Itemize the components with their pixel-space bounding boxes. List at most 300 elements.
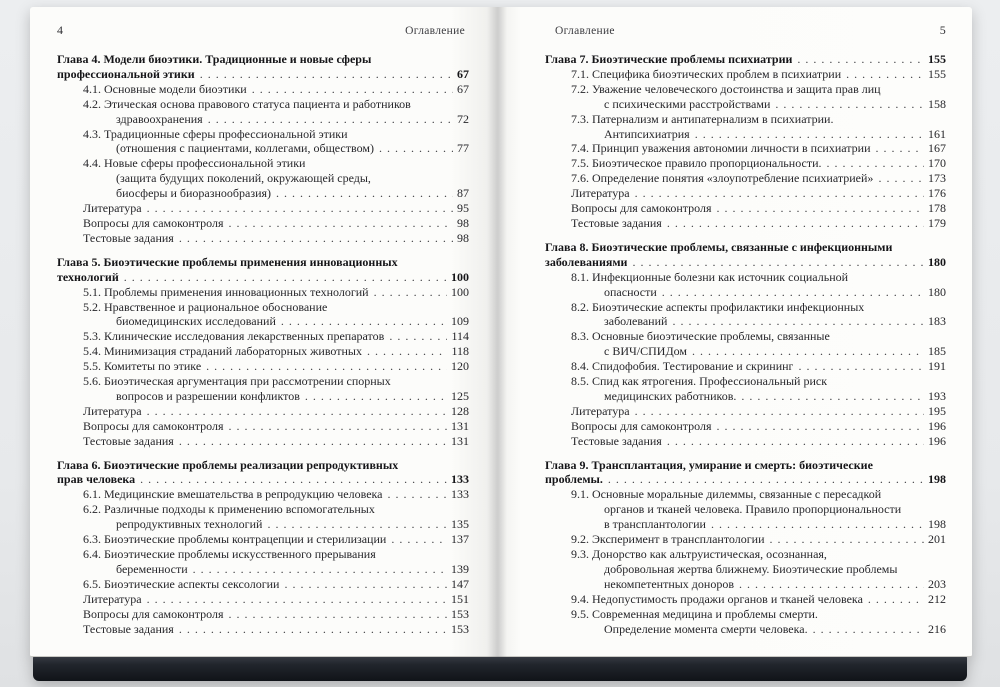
toc-line [57,374,469,389]
toc-line [57,517,469,532]
toc-entry [57,547,469,577]
toc-entry-text: с ВИЧ/СПИДом [604,344,688,359]
toc-page-ref: 153 [451,621,469,636]
toc-line [57,270,469,285]
dot-leader [739,577,924,592]
toc-page-ref: 196 [928,433,946,448]
toc-entry-text: вопросов и разрешении конфликтов [116,388,300,403]
toc-entry-text: в трансплантологии [604,517,706,532]
toc-entry-text: беременности [116,561,188,576]
dot-leader [229,607,447,622]
toc-page-ref: 67 [457,81,469,96]
toc-entry [545,458,946,488]
toc-page-ref: 131 [451,418,469,433]
dot-leader [379,141,453,156]
toc-entry-text: 4.1. Основные модели биоэтики [83,81,247,96]
dot-leader [229,419,447,434]
toc-line [57,171,469,186]
toc-line [57,82,469,97]
toc-line [545,502,946,517]
toc-entry-text: органов и тканей человека. Правило пропорциональности [604,502,902,517]
toc-entry-text: 6.3. Биоэтические проблемы контрацепции и стерилизации [83,532,387,547]
toc-page-ref: 114 [451,329,469,344]
toc-line [57,434,469,449]
toc-line [57,201,469,216]
toc-line [545,404,946,419]
dot-leader [692,344,924,359]
toc-line [57,577,469,592]
page-number: 5 [939,23,946,37]
toc-entry-text: 9.4. Недопустимость продажи органов и тканей человека [571,591,863,606]
toc-line [545,216,946,231]
dot-leader [672,314,924,329]
toc-page-ref: 151 [451,591,469,606]
toc-line [545,577,946,592]
toc-entry-text: Литература [571,403,630,418]
toc-entry [545,374,946,404]
toc-page-ref: 178 [928,201,946,216]
dot-leader [878,171,924,186]
toc-page-ref: 167 [928,141,946,156]
toc-page-ref: 95 [457,201,469,216]
page-left [30,7,497,657]
toc-line [57,592,469,607]
toc-entry-text: 7.6. Определение понятия «злоупотребление психиатрией» [571,171,874,186]
dot-leader [770,532,924,547]
toc-entry-text: здравоохранения [116,111,203,126]
toc-entry-text: Глава 5. Биоэтические проблемы применения инновационных [57,254,398,269]
toc-page-ref: 180 [928,284,946,299]
toc-entry-text: Вопросы для самоконтроля [83,215,224,230]
dot-leader [717,201,924,216]
toc-line [57,562,469,577]
toc-entry-text: 9.5. Современная медицина и проблемы смерти. [571,606,818,621]
toc-line [57,127,469,142]
toc-entry [57,300,469,330]
dot-leader [147,404,447,419]
dot-leader [206,359,447,374]
toc-entry-text: 8.2. Биоэтические аспекты профилактики инфекционных [571,299,865,314]
toc-entry-text: Литература [83,403,142,418]
toc-page-ref: 179 [928,215,946,230]
toc-page-ref: 170 [928,156,946,171]
toc-entry [545,67,946,82]
toc-entry-text: 7.4. Принцип уважения автономии личности в психиатрии [571,141,871,156]
toc-entry-text: 8.3. Основные биоэтические проблемы, связанные [571,329,830,344]
toc-page-ref: 198 [928,517,946,532]
toc-line [57,622,469,637]
toc-line [545,419,946,434]
toc-page-ref: 155 [928,52,946,66]
toc-entry-text: Глава 8. Биоэтические проблемы, связанные с инфекционными [545,239,893,254]
toc-line [57,458,469,473]
toc-entry [545,547,946,592]
dot-leader [846,67,924,82]
toc-entry [57,434,469,449]
dot-leader [391,532,447,547]
toc-entry-text: Вопросы для самоконтроля [571,201,712,216]
toc-entry [545,82,946,112]
toc-line [57,156,469,171]
running-title: Оглавление [555,25,615,37]
toc-entry-text: опасности [604,284,657,299]
toc-entry-text: профессиональной этики [57,66,195,81]
toc-entry-text: 5.3. Клинические исследования лекарственных препаратов [83,329,385,344]
page-header [545,7,946,38]
toc-entry-text: добровольная жертва ближнему. Биоэтические проблемы [604,561,898,576]
toc-entry-text: 8.5. Спид как ятрогения. Профессиональный риск [571,374,828,389]
dot-leader [876,141,924,156]
dot-leader [662,285,924,300]
toc-entry [545,186,946,201]
dot-leader [252,82,453,97]
toc-line [545,344,946,359]
toc-line [57,67,469,82]
toc-line [57,300,469,315]
toc-entry [57,458,469,488]
toc-entry [57,344,469,359]
toc-line [545,329,946,344]
toc-entry-text: проблемы. [545,472,603,487]
toc-page-ref: 125 [451,388,469,403]
toc-line [545,52,946,67]
toc-page-ref: 176 [928,186,946,201]
toc-line [545,487,946,502]
dot-leader [608,472,924,487]
toc-entry-text: 9.3. Донорство как альтруистическая, осознанная, [571,547,827,561]
toc-entry [57,374,469,404]
toc-line [545,186,946,201]
dot-leader [147,201,453,216]
toc-page-ref: 120 [451,359,469,374]
toc-entry [545,52,946,67]
toc-page-ref: 212 [928,591,946,606]
toc-entry [545,404,946,419]
dot-leader [389,329,447,344]
toc-entry [57,201,469,216]
toc-line [545,127,946,142]
toc-entry [57,622,469,637]
toc-page-ref: 137 [451,532,469,547]
toc-page-ref: 161 [928,126,946,141]
toc-page-ref: 155 [928,66,946,81]
toc-page-ref: 118 [451,344,469,359]
toc-page-ref: 133 [451,472,469,487]
toc-line [545,141,946,156]
toc-page-ref: 147 [451,576,469,591]
toc-entry-text: медицинских работников. [604,388,737,403]
toc-line [545,285,946,300]
toc-entry-text: 4.3. Традиционные сферы профессиональной этики [83,126,348,141]
toc-line [545,547,946,562]
toc-entry-text: 4.2. Этическая основа правового статуса пациента и работников [83,96,411,111]
dot-leader [208,112,453,127]
toc-line [545,562,946,577]
toc-entry-text: Глава 4. Модели биоэтики. Традиционные и новые сферы [57,52,372,66]
toc-entry-text: репродуктивных технологий [116,517,263,532]
toc-line [545,112,946,127]
toc-entry-text: Глава 6. Биоэтические проблемы реализации репродуктивных [57,457,399,472]
toc-page-ref: 98 [457,230,469,245]
toc-page-ref: 128 [451,403,469,418]
dot-leader [797,52,924,67]
dot-leader [374,285,447,300]
toc-line [57,472,469,487]
toc-line [545,255,946,270]
toc-entry-text: Тестовые задания [571,215,662,230]
table-of-contents-left [57,52,469,636]
toc-page-ref: 109 [451,314,469,329]
toc-line [57,389,469,404]
dot-leader [276,186,453,201]
toc-entry-text: заболеваний [604,314,668,329]
toc-entry [545,434,946,449]
dot-leader [868,592,924,607]
toc-entry [57,487,469,502]
toc-entry-text: некомпетентных доноров [604,576,734,591]
toc-line [57,344,469,359]
toc-line [545,458,946,473]
dot-leader [775,97,924,112]
toc-entry [57,419,469,434]
toc-line [545,240,946,255]
toc-entry-text: (защита будущих поколений, окружающей среды, [116,171,371,186]
toc-line [57,285,469,300]
toc-page-ref: 98 [457,215,469,230]
toc-page-ref: 198 [928,472,946,487]
dot-leader [267,517,447,532]
toc-page-ref: 195 [928,403,946,418]
toc-entry [57,255,469,285]
book-bottom-edge [33,655,967,681]
dot-leader [305,389,447,404]
toc-entry [57,404,469,419]
toc-entry-text: биомедицинских исследований [116,314,276,329]
toc-entry-text: 6.4. Биоэтические проблемы искусственного прерывания [83,547,376,561]
toc-line [545,622,946,637]
toc-line [545,270,946,285]
toc-line [545,97,946,112]
toc-line [545,314,946,329]
toc-entry [57,592,469,607]
toc-entry-text: Антипсихиатрия [604,126,690,141]
dot-leader [717,419,924,434]
dot-leader [200,67,453,82]
toc-entry-text: Тестовые задания [83,621,174,636]
toc-line [545,374,946,389]
toc-line [545,607,946,622]
toc-entry-text: 7.5. Биоэтическое правило пропорциональности. [571,156,822,171]
toc-line [545,592,946,607]
toc-line [57,186,469,201]
toc-entry [545,419,946,434]
toc-page-ref: 180 [928,254,946,269]
toc-page-ref: 77 [457,141,469,156]
toc-entry-text: 5.1. Проблемы применения инновационных технологий [83,284,369,299]
toc-page-ref: 203 [928,576,946,591]
toc-entry-text: 7.3. Патернализм и антипатернализм в психиатрии. [571,111,834,126]
toc-entry [57,329,469,344]
toc-entry-text: 6.5. Биоэтические аспекты сексологии [83,576,280,591]
toc-page-ref: 67 [457,66,469,81]
dot-leader [284,577,447,592]
toc-entry [57,285,469,300]
toc-entry-text: Тестовые задания [83,230,174,245]
toc-entry [57,156,469,201]
toc-entry [545,359,946,374]
dot-leader [367,344,447,359]
dot-leader [140,472,447,487]
toc-entry-text: заболеваниями [545,254,628,269]
toc-entry [57,52,469,82]
dot-leader [635,186,924,201]
dot-leader [667,434,924,449]
dot-leader [667,216,924,231]
toc-line [57,97,469,112]
toc-entry-text: 6.1. Медицинские вмешательства в репродукцию человека [83,487,383,502]
toc-line [57,404,469,419]
toc-entry-text: 5.5. Комитеты по этике [83,359,202,374]
toc-line [545,67,946,82]
running-title: Оглавление [405,25,465,37]
dot-leader [179,434,447,449]
toc-line [545,472,946,487]
toc-page-ref: 131 [451,433,469,448]
dot-leader [193,562,447,577]
toc-page-ref: 196 [928,418,946,433]
toc-page-ref: 100 [451,284,469,299]
toc-page-ref: 185 [928,344,946,359]
toc-line [57,52,469,67]
toc-line [57,112,469,127]
dot-leader [695,127,924,142]
toc-entry-text: 8.4. Спидофобия. Тестирование и скрининг [571,359,794,374]
toc-entry [545,487,946,532]
toc-entry [57,359,469,374]
toc-line [57,141,469,156]
toc-entry [57,502,469,532]
toc-entry [57,532,469,547]
toc-entry [545,532,946,547]
toc-page-ref: 216 [928,621,946,636]
toc-entry [57,82,469,97]
toc-page-ref: 183 [928,314,946,329]
page-header [57,7,469,38]
toc-line [545,532,946,547]
toc-page-ref: 158 [928,96,946,111]
toc-line [545,434,946,449]
toc-entry-text: 8.1. Инфекционные болезни как источник социальной [571,269,849,284]
toc-entry-text: Определение момента смерти человека. [604,621,808,636]
toc-page-ref: 191 [928,359,946,374]
toc-page-ref: 135 [451,517,469,532]
toc-entry [545,216,946,231]
toc-line [57,502,469,517]
toc-entry [545,270,946,300]
dot-leader [229,216,453,231]
toc-entry-text: Вопросы для самоконтроля [83,418,224,433]
toc-entry-text: прав человека [57,472,136,487]
toc-entry-text: 4.4. Новые сферы профессиональной этики [83,156,306,171]
dot-leader [813,622,924,637]
toc-entry-text: Литература [83,201,142,216]
toc-entry-text: 5.2. Нравственное и рациональное обоснование [83,299,328,314]
dot-leader [281,314,447,329]
toc-entry-text: 5.6. Биоэтическая аргументация при рассмотрении спорных [83,374,391,389]
toc-entry [545,329,946,359]
toc-entry-text: 5.4. Минимизация страданий лабораторных животных [83,344,362,359]
toc-entry-text: биосферы и биоразнообразия) [116,186,272,201]
toc-line [57,314,469,329]
toc-line [57,255,469,270]
toc-page-ref: 193 [928,388,946,403]
toc-entry [57,216,469,231]
toc-entry [57,97,469,127]
toc-line [545,389,946,404]
toc-line [545,201,946,216]
dot-leader [635,404,924,419]
dot-leader [388,487,447,502]
dot-leader [147,592,447,607]
toc-entry [545,607,946,637]
toc-line [545,171,946,186]
toc-entry [545,171,946,186]
toc-page-ref: 153 [451,606,469,621]
toc-entry [545,201,946,216]
toc-page-ref: 87 [457,186,469,201]
toc-entry-text: 7.2. Уважение человеческого достоинства и защита прав лиц [571,81,881,96]
toc-entry [57,127,469,157]
toc-entry-text: Глава 9. Трансплантация, умирание и смерть: биоэтические [545,457,873,472]
toc-entry [545,300,946,330]
toc-entry-text: 9.2. Эксперимент в трансплантологии [571,532,765,547]
toc-entry-text: 9.1. Основные моральные дилеммы, связанные с пересадкой [571,487,882,502]
toc-entry [545,592,946,607]
toc-entry [545,141,946,156]
toc-entry-text: (отношения с пациентами, коллегами, обществом) [116,141,374,156]
toc-entry-text: Литература [571,186,630,201]
toc-line [57,419,469,434]
toc-entry-text: Вопросы для самоконтроля [571,418,712,433]
toc-page-ref: 133 [451,487,469,502]
page-number: 4 [57,23,64,37]
toc-entry-text: с психическими расстройствами [604,96,771,111]
dot-leader [179,622,447,637]
toc-entry-text: Глава 7. Биоэтические проблемы психиатрии [545,52,793,66]
toc-page-ref: 201 [928,532,946,547]
toc-entry-text: 7.1. Специфика биоэтических проблем в психиатрии [571,66,842,81]
toc-page-ref: 100 [451,269,469,284]
toc-entry [57,231,469,246]
toc-line [57,231,469,246]
toc-line [57,216,469,231]
table-of-contents-right [545,52,946,636]
toc-page-ref: 72 [457,111,469,126]
toc-line [545,300,946,315]
toc-entry-text: Тестовые задания [83,433,174,448]
toc-line [57,329,469,344]
toc-entry-text: 6.2. Различные подходы к применению вспомогательных [83,502,375,517]
page-right [497,7,972,657]
toc-line [545,359,946,374]
dot-leader [798,359,924,374]
dot-leader [179,231,453,246]
toc-entry [57,577,469,592]
toc-line [57,487,469,502]
toc-entry [545,112,946,142]
toc-line [57,607,469,622]
dot-leader [632,255,924,270]
